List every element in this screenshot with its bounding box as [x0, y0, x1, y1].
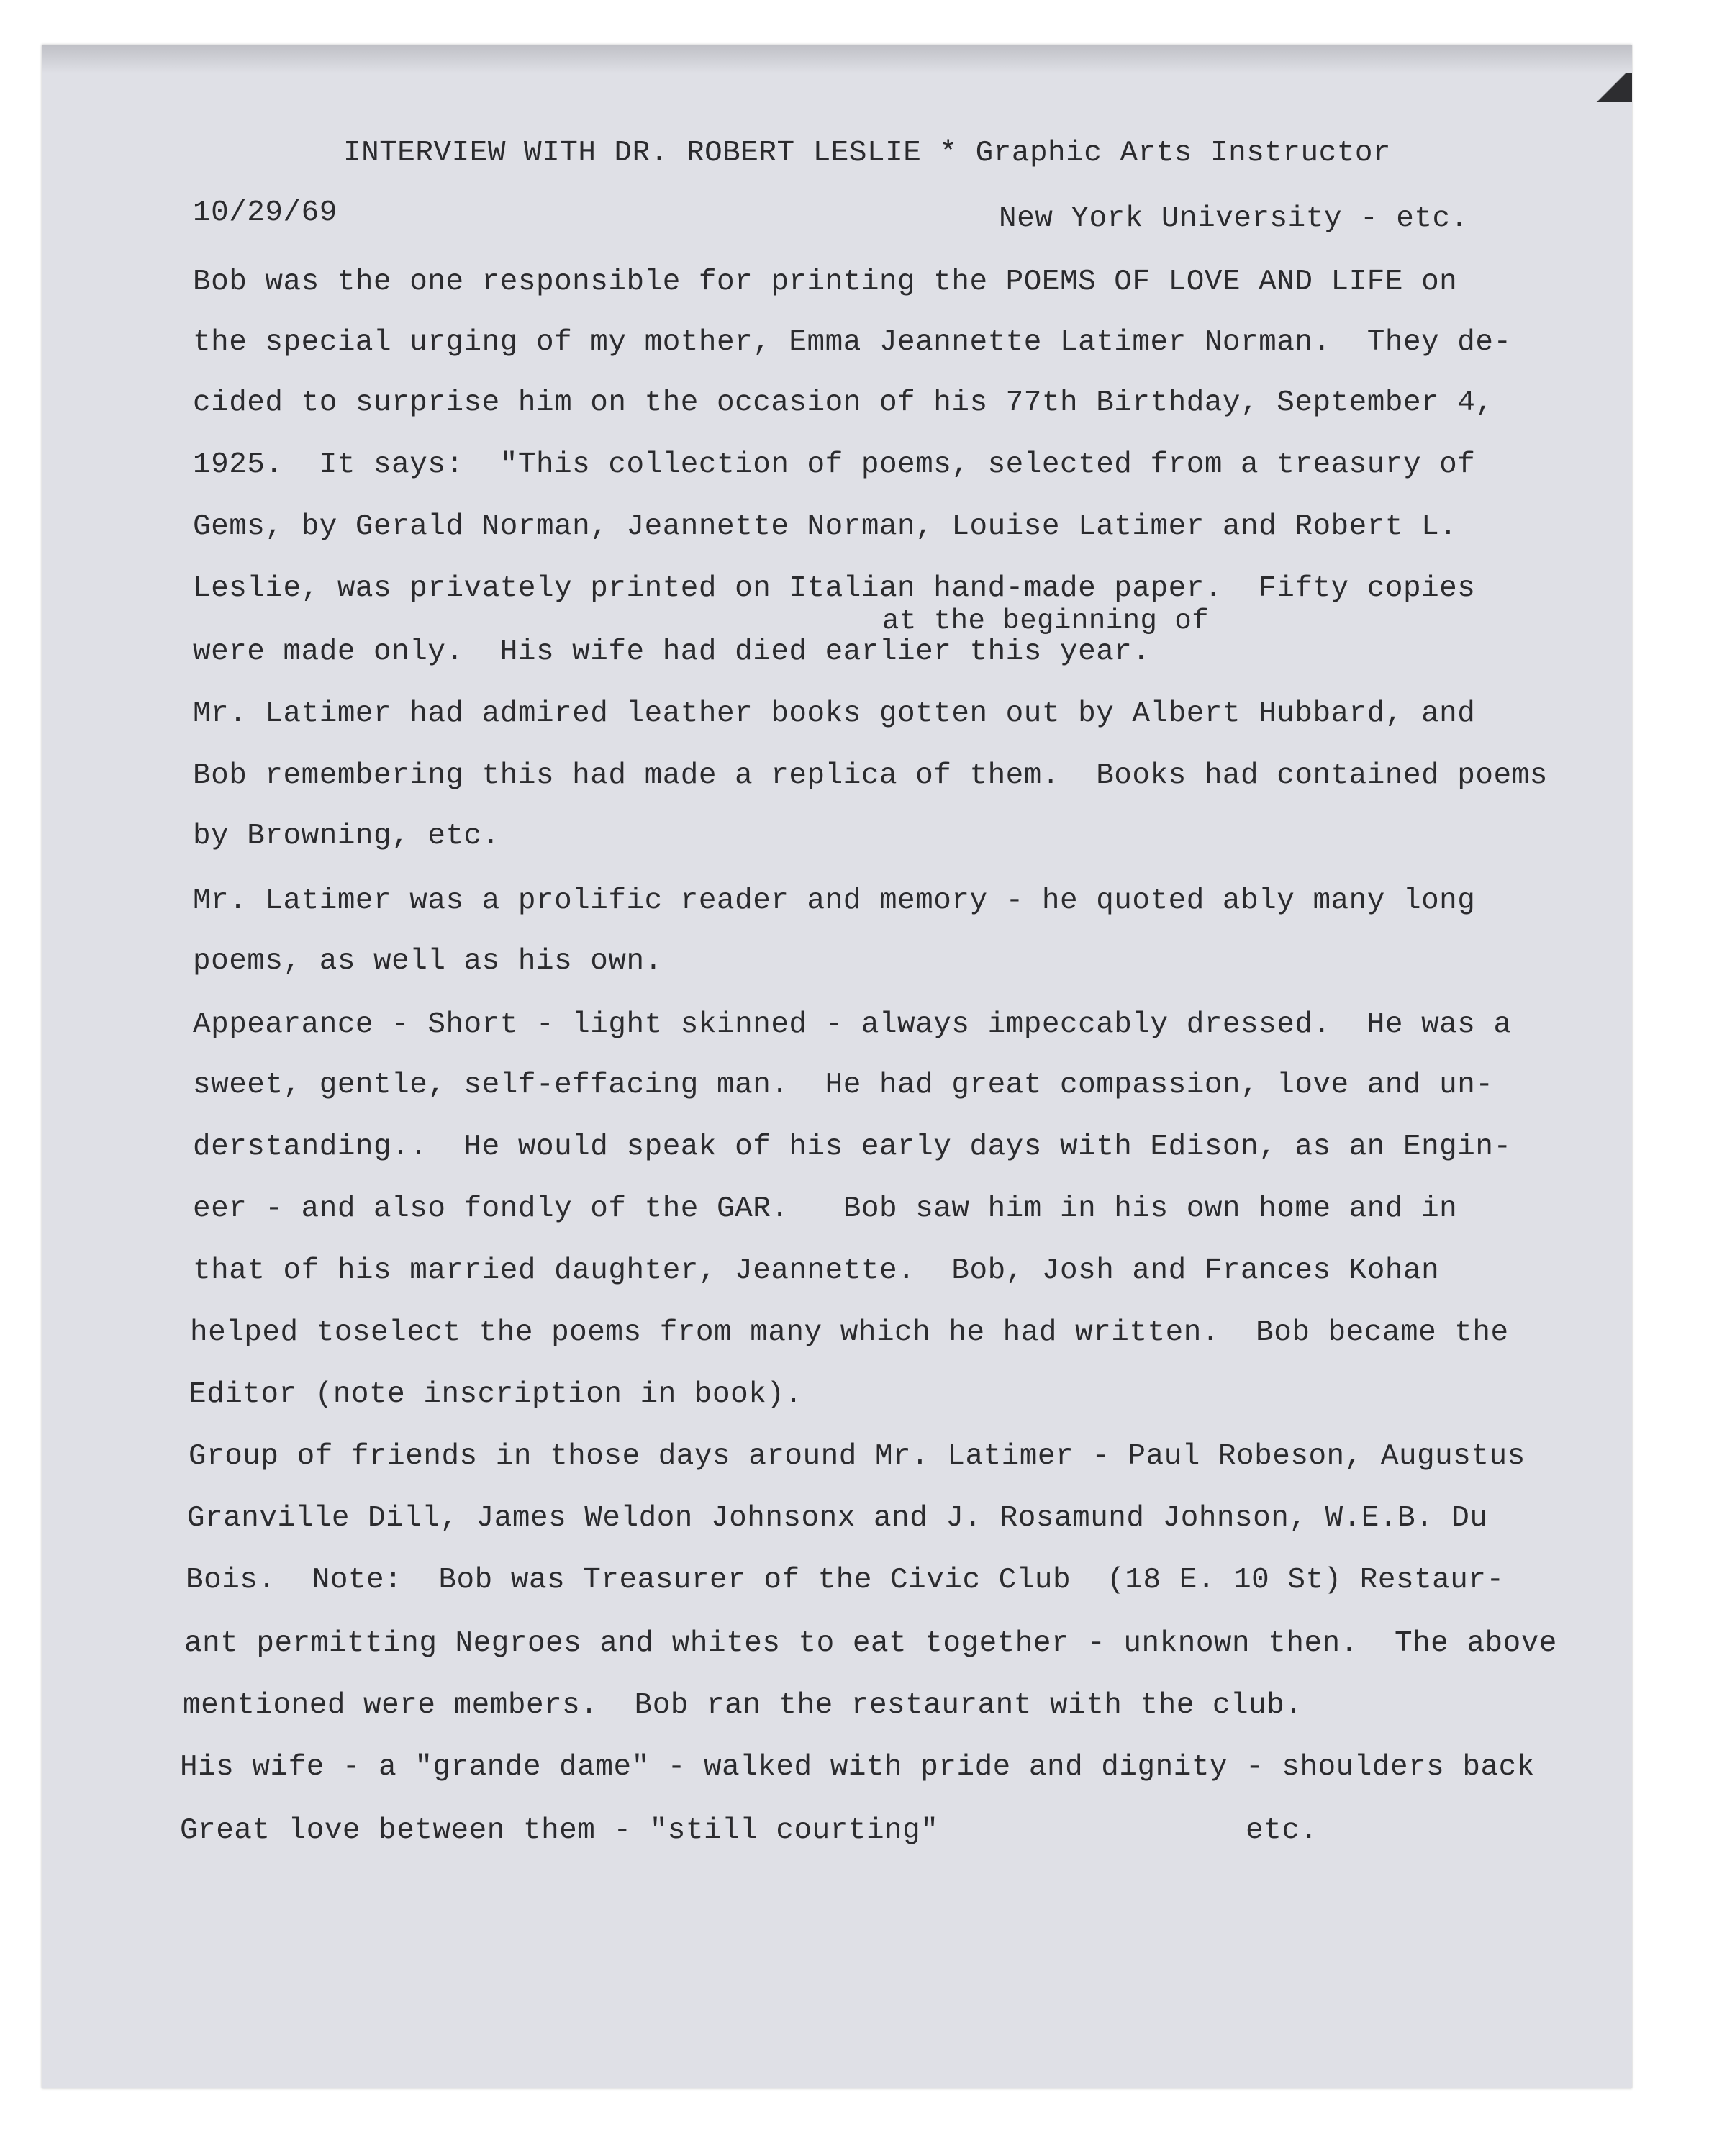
text-line: Appearance - Short - light skinned - always impeccably dressed. He was a	[193, 1008, 1512, 1041]
text-line: helped toselect the poems from many which he had written. Bob became the	[190, 1316, 1509, 1349]
page-corner-shadow	[1589, 73, 1632, 102]
text-line: Editor (note inscription in book).	[189, 1378, 803, 1411]
affiliation: New York University - etc.	[999, 202, 1469, 235]
text-line: Mr. Latimer was a prolific reader and memory - he quoted ably many long	[193, 884, 1476, 918]
handwritten-insertion: at the beginning of	[882, 605, 1210, 637]
text-line: His wife - a "grande dame" - walked with pride and dignity - shoulders back	[180, 1751, 1535, 1784]
text-line: derstanding.. He would speak of his early days with Edison, as an Engin-	[193, 1131, 1512, 1164]
text-line: 1925. It says: "This collection of poems, selected from a treasury of	[193, 448, 1476, 481]
text-line: were made only. His wife had died earlier this year.	[193, 635, 1151, 669]
text-line: that of his married daughter, Jeannette. Bob, Josh and Frances Kohan	[193, 1254, 1440, 1287]
text-line: mentioned were members. Bob ran the restaurant with the club.	[183, 1689, 1303, 1722]
page-title: INTERVIEW WITH DR. ROBERT LESLIE * Graphic Arts Instructor	[343, 137, 1392, 170]
text-line: Bois. Note: Bob was Treasurer of the Civic Club (18 E. 10 St) Restaur-	[186, 1564, 1505, 1597]
text-line: the special urging of my mother, Emma Jeannette Latimer Norman. They de-	[193, 326, 1512, 359]
text-line: by Browning, etc.	[193, 820, 500, 853]
text-line: Great love between them - "still courting" etc.	[180, 1814, 1318, 1847]
page-top-shadow	[42, 45, 1632, 73]
text-line: ant permitting Negroes and whites to eat together - unknown then. The above	[184, 1627, 1557, 1660]
text-line: Group of friends in those days around Mr. Latimer - Paul Robeson, Augustus	[189, 1440, 1526, 1473]
text-line: Leslie, was privately printed on Italian hand-made paper. Fifty copies	[193, 572, 1476, 605]
text-line: Gems, by Gerald Norman, Jeannette Norman, Louise Latimer and Robert L.	[193, 510, 1458, 543]
text-line: Mr. Latimer had admired leather books gotten out by Albert Hubbard, and	[193, 697, 1476, 730]
interview-date: 10/29/69	[193, 196, 337, 230]
text-line: eer - and also fondly of the GAR. Bob saw him in his own home and in	[193, 1192, 1458, 1226]
text-line: cided to surprise him on the occasion of his 77th Birthday, September 4,	[193, 386, 1494, 420]
text-line: Granville Dill, James Weldon Johnsonx and J. Rosamund Johnson, W.E.B. Du	[187, 1502, 1488, 1535]
text-line: poems, as well as his own.	[193, 945, 663, 978]
text-line: sweet, gentle, self-effacing man. He had great compassion, love and un-	[193, 1069, 1494, 1102]
text-line: Bob was the one responsible for printing the POEMS OF LOVE AND LIFE on	[193, 266, 1458, 299]
text-line: Bob remembering this had made a replica of them. Books had contained poems	[193, 759, 1548, 792]
